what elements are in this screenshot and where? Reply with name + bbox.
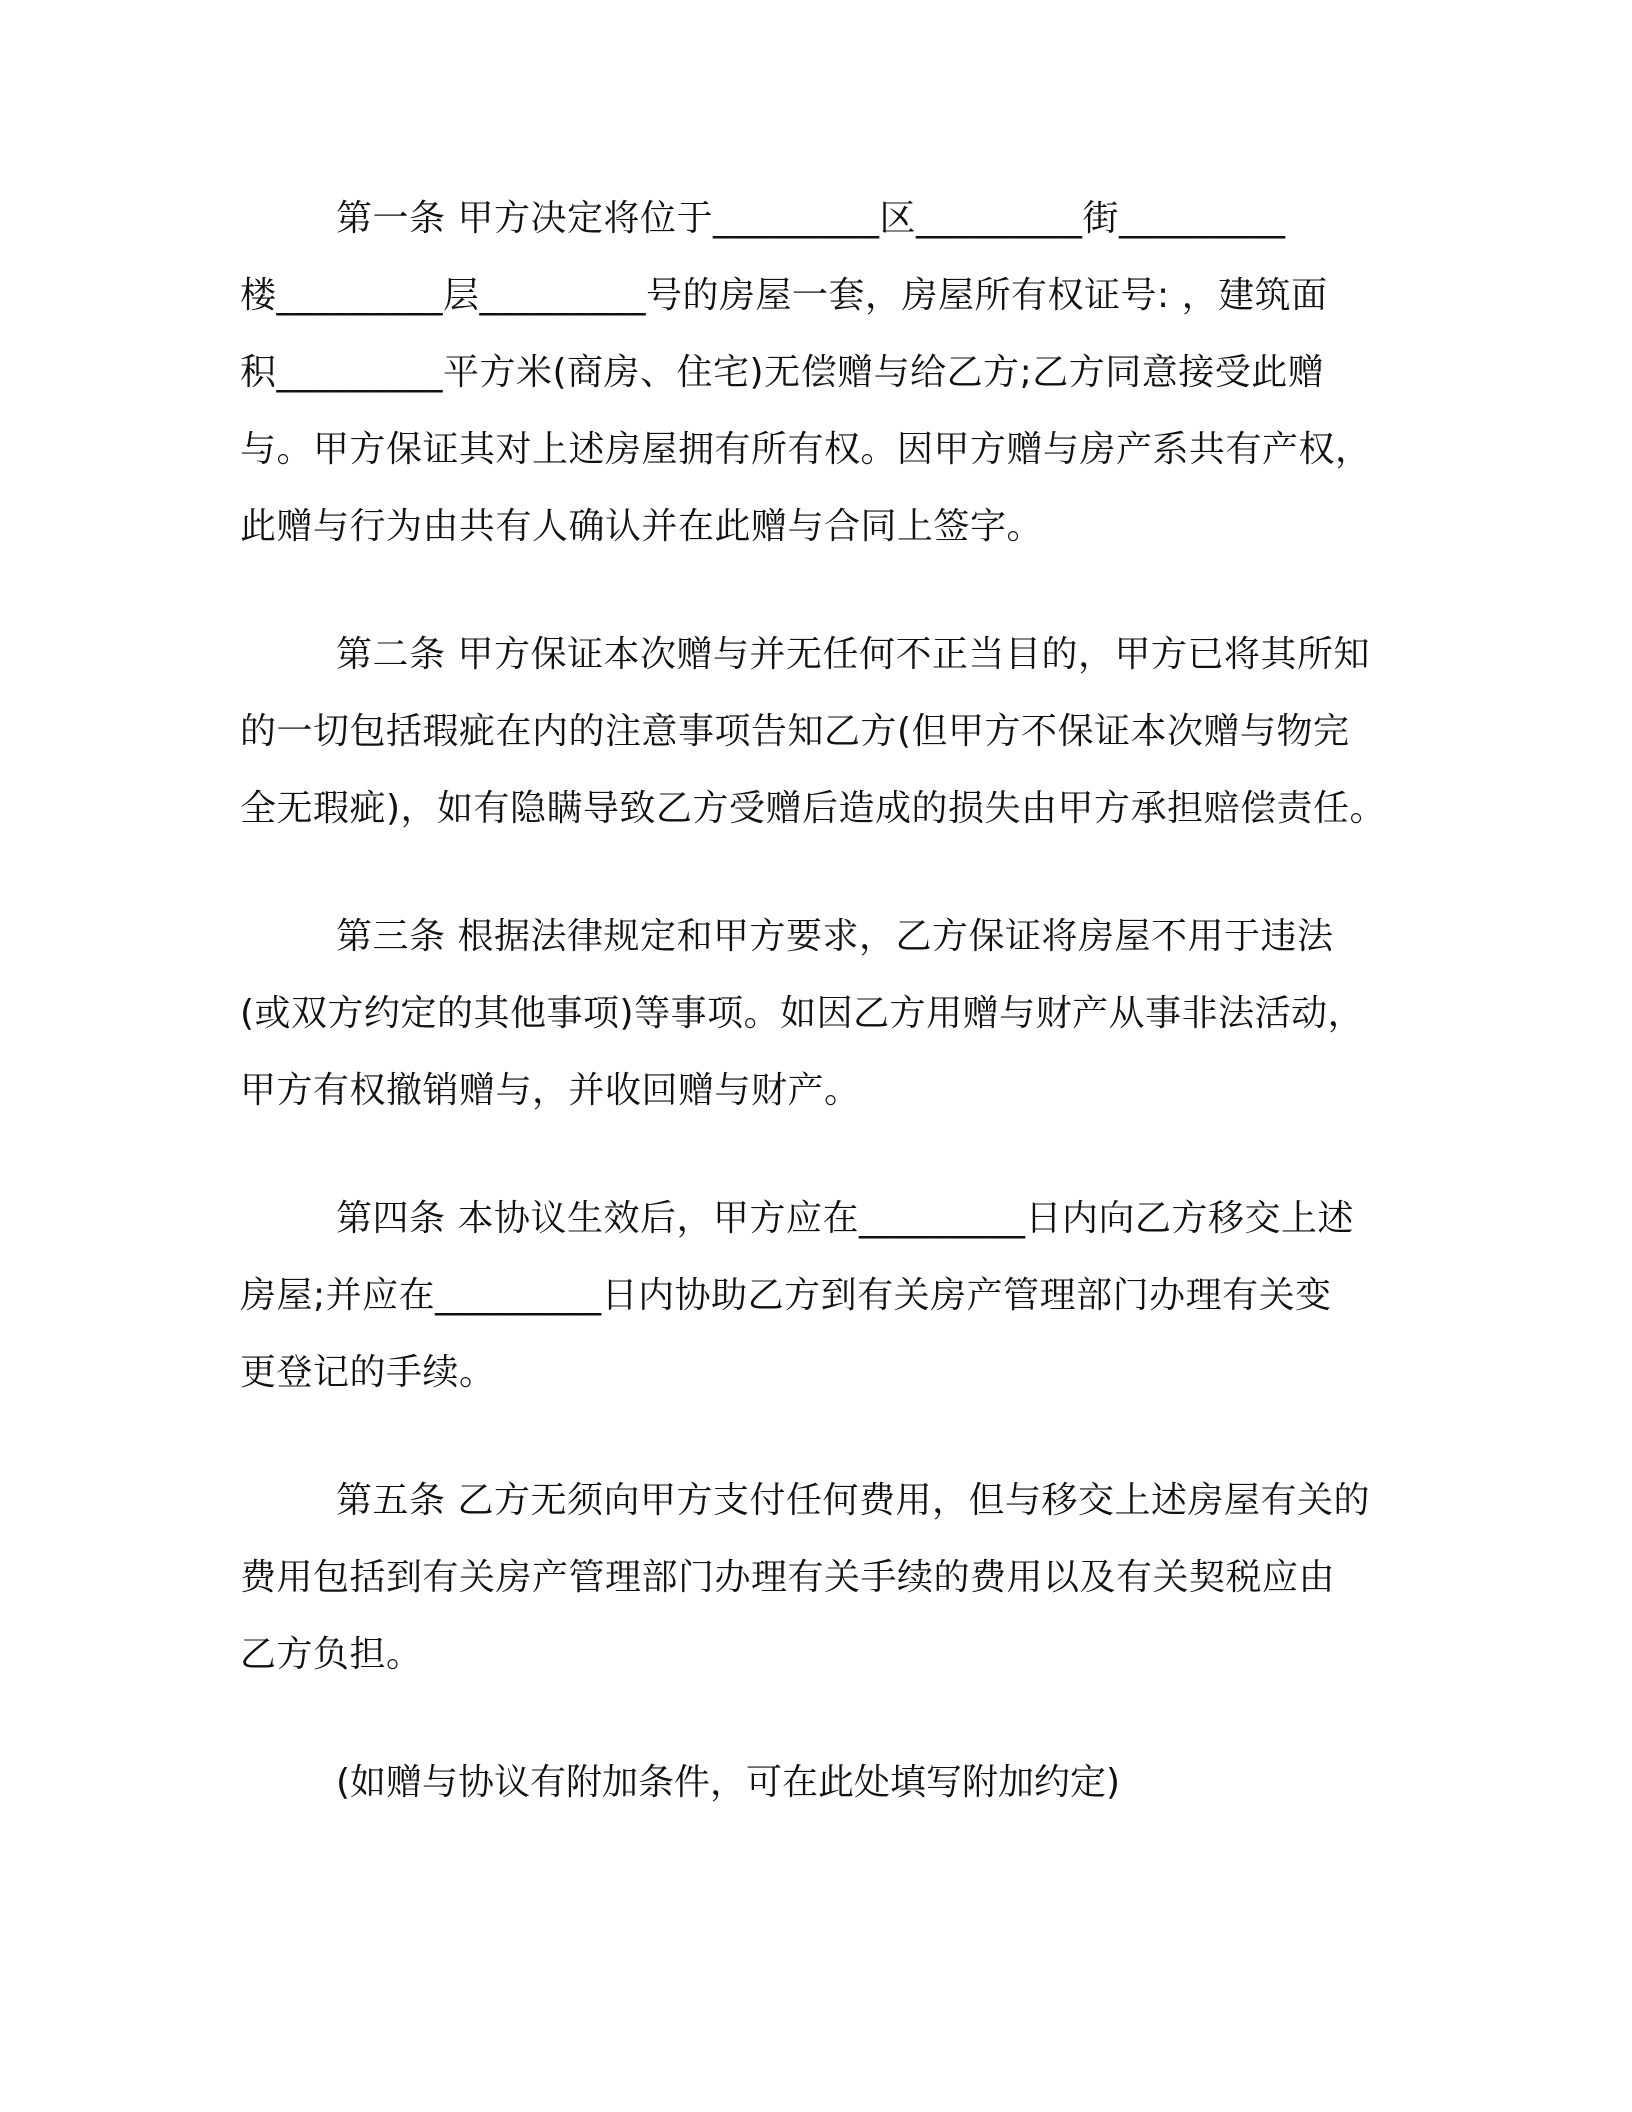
clause-line: 房屋;并应在_________日内协助乙方到有关房产管理部门办理有关变	[240, 1275, 1332, 1316]
clause-line: 与。甲方保证其对上述房屋拥有所有权。因甲方赠与房产系共有产权，	[240, 429, 1372, 470]
clause-1	[240, 180, 1400, 565]
clause-line: 楼_________层_________号的房屋一套，房屋所有权证号: ，建筑面	[240, 275, 1328, 316]
clause-line: 甲方有权撤销赠与，并收回赠与财产。	[240, 1070, 861, 1111]
clause-line: 的一切包括瑕疵在内的注意事项告知乙方(但甲方不保证本次赠与物完	[240, 711, 1350, 752]
supplementary-note: (如赠与协议有附加条件，可在此处填写附加约定)	[336, 1762, 1121, 1803]
clause-line: 积_________平方米(商房、住宅)无偿赠与给乙方;乙方同意接受此赠	[240, 352, 1325, 393]
clause-2	[240, 616, 1400, 847]
clause-line: 第五条 乙方无须向甲方支付任何费用，但与移交上述房屋有关的	[336, 1480, 1370, 1521]
clause-line: 全无瑕疵)，如有隐瞒导致乙方受赠后造成的损失由甲方承担赔偿责任。	[240, 788, 1387, 829]
clause-line: (或双方约定的其他事项)等事项。如因乙方用赠与财产从事非法活动，	[240, 993, 1365, 1034]
document-body	[240, 180, 1400, 1821]
clause-line: 此赠与行为由共有人确认并在此赠与合同上签字。	[240, 506, 1044, 547]
clause-line: 第三条 根据法律规定和甲方要求，乙方保证将房屋不用于违法	[336, 916, 1334, 957]
clause-5	[240, 1462, 1400, 1693]
clause-4	[240, 1180, 1400, 1411]
clause-line: 第二条 甲方保证本次赠与并无任何不正当目的，甲方已将其所知	[336, 634, 1370, 675]
clause-line: 第一条 甲方决定将位于_________区_________街_________	[336, 198, 1286, 239]
clause-3	[240, 898, 1400, 1129]
clause-line: 费用包括到有关房产管理部门办理有关手续的费用以及有关契税应由	[240, 1557, 1336, 1598]
clause-line: 更登记的手续。	[240, 1352, 496, 1393]
clause-line: 第四条 本协议生效后，甲方应在_________日内向乙方移交上述	[336, 1198, 1354, 1239]
clause-line: 乙方负担。	[240, 1634, 423, 1675]
